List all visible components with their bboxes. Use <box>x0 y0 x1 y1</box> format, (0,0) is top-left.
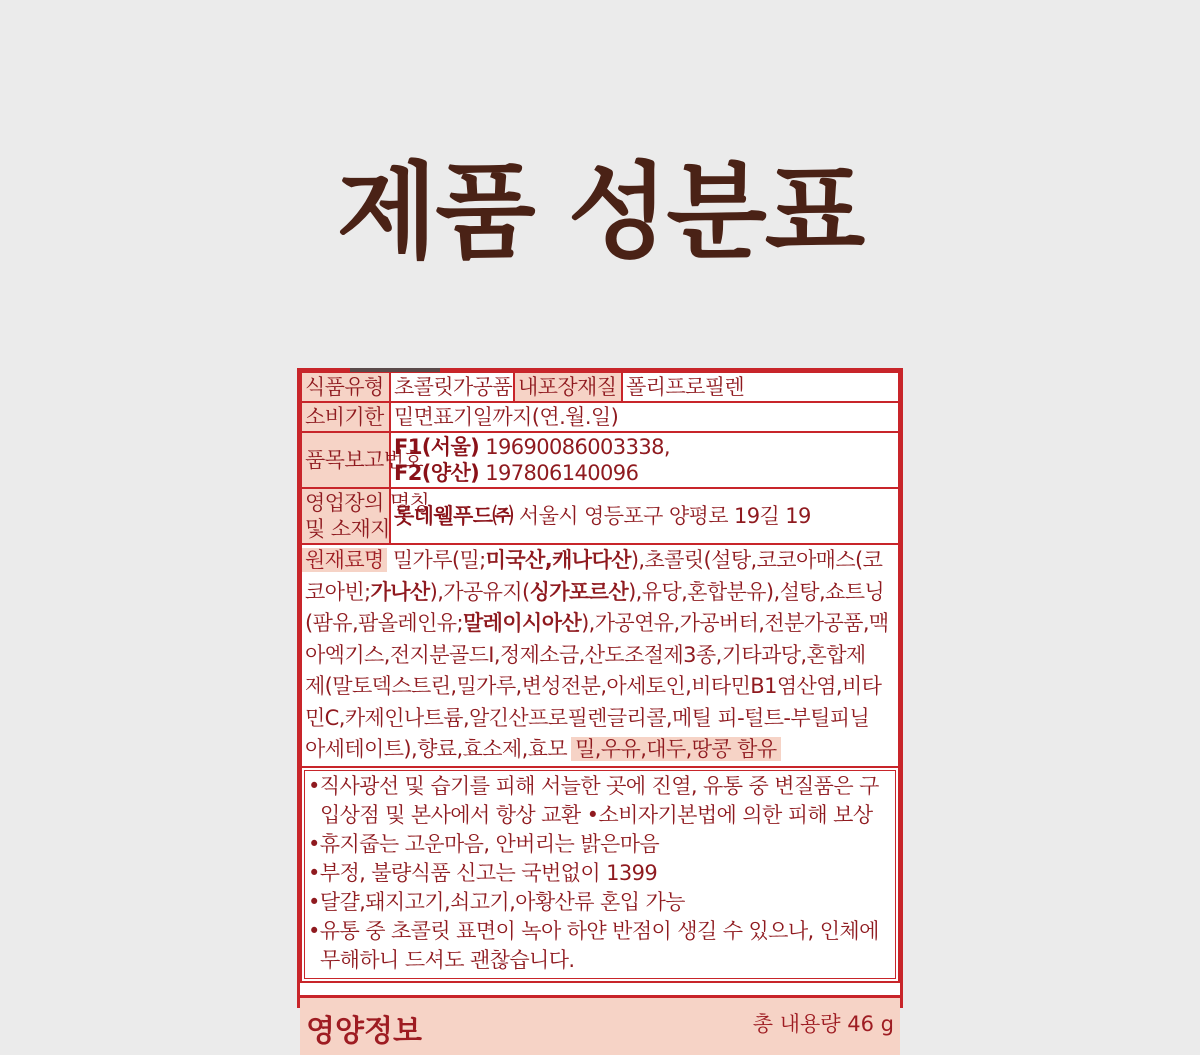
report-val-2: 197806140096 <box>479 461 639 485</box>
row-expiry <box>301 402 899 432</box>
header-expiry: 소비기한 <box>301 402 390 432</box>
header-business <box>301 488 430 544</box>
row-ingredients <box>301 544 899 767</box>
ing-text: 밀가루(밀; <box>392 548 486 572</box>
ingredient-label <box>297 368 903 1049</box>
ingredient-line-7 <box>305 734 895 766</box>
report-key-1: F1(서울) <box>394 435 480 459</box>
notice-line: •유통 중 초콜릿 표면이 녹아 하얀 반점이 생길 수 있으나, 인체에 <box>308 918 879 943</box>
nutrition-title: 영양정보 <box>306 1013 422 1049</box>
ing-text: ),초콜릿(설탕,코코아매스(코 <box>630 548 883 572</box>
nutrition-header <box>300 995 900 1055</box>
ing-origin: 싱가포르산 <box>529 579 629 604</box>
label-top-strip <box>350 368 440 372</box>
ing-text: ),가공연유,가공버터,전분가공품,맥 <box>581 611 889 635</box>
ing-text: 코아빈; <box>305 579 371 604</box>
ing-text: (팜유,팜올레인유; <box>305 611 463 635</box>
notice-line: •달걀,돼지고기,쇠고기,아황산류 혼입 가능 <box>308 889 685 914</box>
ingredient-line-1 <box>305 545 895 577</box>
header-packaging: 내포장재질 <box>514 372 622 402</box>
report-key-2: F2(양산) <box>394 461 480 485</box>
value-food-type: 초콜릿가공품 <box>390 372 514 402</box>
value-packaging: 폴리프로필렌 <box>622 372 899 402</box>
report-val-1: 19690086003338, <box>479 435 670 459</box>
ing-text: 아세테이트),향료,효소제,효모 <box>305 737 568 761</box>
row-report-number <box>301 432 899 488</box>
header-business-line-1: 영업장의 명칭 <box>305 491 430 515</box>
value-report-number <box>390 432 899 488</box>
allergen-badge: 밀,우유,대두,땅콩 함유 <box>571 737 780 761</box>
value-expiry: 밑면표기일까지(연.월.일) <box>390 402 899 432</box>
notice-line: 무해하니 드셔도 괜찮습니다. <box>320 947 575 972</box>
ingredient-line-3 <box>305 608 895 640</box>
notice-line: •직사광선 및 습기를 피해 서늘한 곳에 진열, 유통 중 변질품은 구 <box>308 773 879 798</box>
row-business <box>301 488 899 544</box>
ingredient-line-4: 아엑기스,전지분골드Ⅰ,정제소금,산도조절제3종,기타과당,혼합제 <box>305 642 866 667</box>
header-business-line-2: 및 소재지 <box>305 517 390 541</box>
notice-box <box>300 768 900 983</box>
ingredient-line-5: 제(말토덱스트린,밀가루,변성전분,아세토인,비타민B1염산염,비타 <box>305 674 882 698</box>
product-info-table <box>300 371 900 768</box>
header-report-number-text: 품목보고번호 <box>305 448 424 472</box>
row-food-type <box>301 372 899 402</box>
ing-origin: 말레이시아산 <box>462 611 582 635</box>
notice-line: •부정, 불량식품 신고는 국번없이 1399 <box>308 860 658 885</box>
business-name: 롯데웰푸드㈜ <box>394 504 513 528</box>
notice-line: 입상점 및 본사에서 항상 교환 •소비자기본법에 의한 피해 보상 <box>320 802 873 827</box>
notice-line: •휴지줍는 고운마음, 안버리는 밝은마음 <box>308 831 660 856</box>
ing-text: ),가공유지( <box>429 579 530 604</box>
report-line-1 <box>394 434 895 460</box>
page-title: 제품 성분표 <box>336 151 864 273</box>
report-line-2 <box>394 460 895 486</box>
header-ingredients: 원재료명 <box>302 548 387 572</box>
header-report-number <box>301 432 424 488</box>
ing-origin: 미국산,캐나다산 <box>485 548 631 572</box>
ingredient-line-6: 민C,카제인나트륨,알긴산프로필렌글리콜,메틸 피-털트-부틸피닐 <box>305 705 870 730</box>
value-ingredients <box>301 544 899 767</box>
value-business <box>390 488 899 544</box>
ingredient-line-2 <box>305 577 895 609</box>
nutrition-total: 총 내용량 46 g <box>752 1011 894 1036</box>
business-address: 서울시 영등포구 양평로 19길 19 <box>512 504 811 528</box>
header-food-type: 식품유형 <box>301 372 390 402</box>
ing-origin: 가나산 <box>370 579 430 604</box>
ing-text: ),유당,혼합분유),설탕,쇼트닝 <box>628 579 885 604</box>
